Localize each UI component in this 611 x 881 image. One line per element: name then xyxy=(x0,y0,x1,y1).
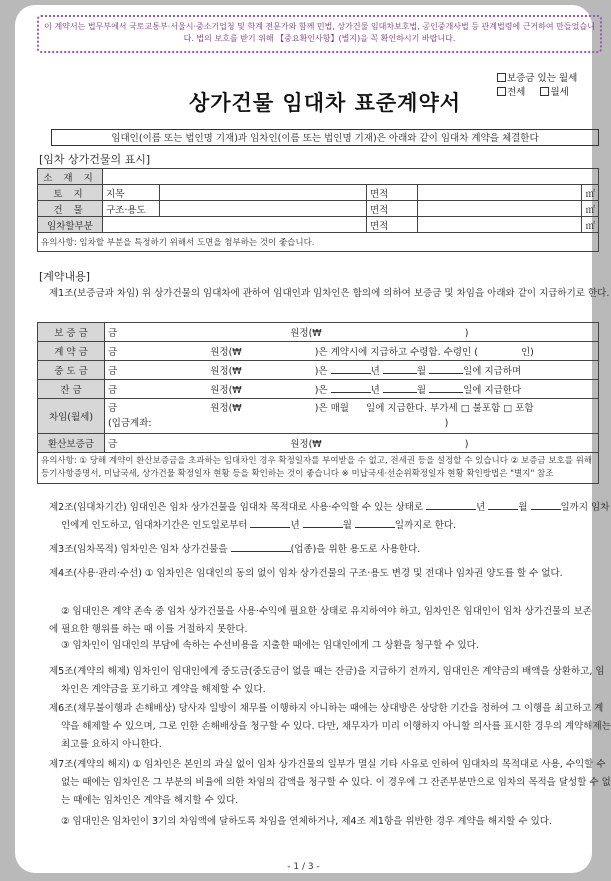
article-4-3: ③ 임차인이 임대인의 부담에 속하는 수선비용을 지출한 때에는 임대인에게 그 상환을 청구할 수 있다. xyxy=(61,640,479,651)
article-2-month: 월 xyxy=(518,502,528,513)
label-deposit-monthly: 보증금 있는 월세 xyxy=(507,73,578,84)
page-number: - 1 / 3 - xyxy=(287,862,320,872)
balance-won: 원정(₩ xyxy=(210,385,242,396)
article-2-text-e: 일까지로 한다. xyxy=(394,520,457,531)
land-area-unit: ㎡ xyxy=(582,185,599,201)
article-7: 제7조(계약의 해지) ① 임차인은 본인의 과실 없이 임차 상가건물의 일부가 멸실 기타 사유로 인하여 임대차의 목적대로 사용, 수익할 수 없는 때에는 임차인은 그 부분의 비율에 의한 차임의 감액을 청구할 수 있다. 이 경우에 그 잔존부분만으로 임차의 목적을 달성할 수 없는 때에는 임차인은 계약을 해지할 수 있다. xyxy=(49,759,611,806)
label-monthly: 월세 xyxy=(550,87,569,98)
article-3 xyxy=(49,541,599,559)
converted-label: 환산보증금 xyxy=(38,434,105,453)
checkbox-deposit-monthly[interactable] xyxy=(497,73,506,82)
down-text: )은 계약시에 지급하고 수령함. 수령인 ( xyxy=(314,347,478,358)
down-won: 원정(₩ xyxy=(210,347,242,358)
property-table xyxy=(37,168,599,252)
structure-label: 구조·용도 xyxy=(103,201,160,217)
article-2-year: 년 xyxy=(476,502,486,513)
building-label: 건 물 xyxy=(38,201,103,217)
down-in: 인) xyxy=(520,347,534,358)
rented-part-label: 임차할부분 xyxy=(38,217,103,233)
balance-eun: )은 xyxy=(314,385,328,396)
payment-table xyxy=(37,322,599,484)
article-3-text-a: 제3조(임차목적) 임차인은 임차 상가건물을 xyxy=(49,544,228,555)
interim-geum: 금 xyxy=(108,366,118,377)
rent-day: 일에 지급한다. 부가세 □ 불포함 □ 포함 xyxy=(366,403,534,414)
article-4: 제4조(사용·관리·수선) ① 임차인은 임대인의 동의 없이 임차 상가건물의 구조·용도 변경 및 전대나 임차권 양도를 할 수 없다. xyxy=(49,568,563,579)
rent-account: (입금계좌: xyxy=(108,418,152,429)
deposit-geum: 금 xyxy=(108,328,118,339)
land-type-label: 지목 xyxy=(103,185,160,201)
article-2-month-2: 월 xyxy=(342,520,352,531)
article-1: 제1조(보증금과 차임) 위 상가건물의 임대차에 관하여 임대인과 임차인은 합의에 의하여 보증금 및 차임을 아래와 같이 지급하기로 한다. xyxy=(49,288,610,299)
article-4-2: ② 임대인은 계약 존속 중 임차 상가건물을 사용·수익에 필요한 상태로 유지하여야 하고, 임차인은 임대인이 임차 상가건물의 보존에 필요한 행위를 하는 때 이를 거절하지 못한다. xyxy=(49,606,592,635)
interim-eun: )은 xyxy=(314,366,328,377)
deposit-won: 원정(₩ xyxy=(290,328,322,339)
converted-close: ) xyxy=(464,439,469,450)
balance-geum: 금 xyxy=(108,385,118,396)
down-payment-label: 계 약 금 xyxy=(38,342,105,361)
interim-label: 중 도 금 xyxy=(38,361,105,380)
checkbox-monthly[interactable] xyxy=(540,87,549,96)
intro-text: 임대인(이름 또는 법인명 기재)과 임차인(이름 또는 법인명 기재)은 아래와 같이 임대차 계약을 체결한다 xyxy=(51,129,599,146)
location-label: 소 재 지 xyxy=(38,169,103,185)
land-type-input[interactable] xyxy=(160,185,367,201)
notice-box: 이 계약서는 법무부에서 국토교통부·서울시·중소기업청 및 학계 전문가와 함께 민법, 상가건물 임대차보호법, 공인중개사법 등 관계법령에 근거하여 만들었습니다. 법의 보호를 받기 위해 【중요확인사항】(별지)을 꼭 확인하시기 바랍니다. xyxy=(37,15,602,53)
article-7-2: ② 임대인은 임차인이 3기의 차임액에 달하도록 차임을 연체하거나, 제4조 제1항을 위반한 경우 계약을 해지할 수 있다. xyxy=(61,816,552,827)
article-2-text-d: 일까지 임차인에게 인도하고, 임대차기간은 인도일로부터 xyxy=(61,502,610,531)
article-2-text-a: 제2조(임대차기간) 임대인은 임차 상가건물을 임대차 목적대로 사용·수익할 수 있는 상태로 xyxy=(49,502,424,513)
rent-geum: 금 xyxy=(108,403,118,414)
property-note: 유의사항: 임차할 부분을 특정하기 위해서 도면을 첨부하는 것이 좋습니다. xyxy=(38,233,599,252)
article-5: 제5조(계약의 해제) 임차인이 임대인에게 중도금(중도금이 없을 때는 잔금)을 지급하기 전까지, 임대인은 계약금의 배액을 상환하고, 임차인은 계약금을 포기하고 계약을 해제할 수 있다. xyxy=(49,666,605,695)
building-area-unit: ㎡ xyxy=(582,201,599,217)
balance-row[interactable] xyxy=(105,380,599,399)
rent-account-close: ) xyxy=(444,418,449,429)
rented-area-input[interactable] xyxy=(418,217,582,233)
contract-page xyxy=(15,5,611,873)
interim-month: 월 xyxy=(416,366,427,377)
interim-row[interactable] xyxy=(105,361,599,380)
converted-geum: 금 xyxy=(108,439,118,450)
down-geum: 금 xyxy=(108,347,118,358)
interim-won: 원정(₩ xyxy=(210,366,242,377)
balance-day: 일에 지급한다 xyxy=(463,385,522,396)
balance-month: 월 xyxy=(416,385,427,396)
rent-won: 원정(₩ xyxy=(210,403,242,414)
label-jeonse: 전세 xyxy=(507,87,526,98)
building-area-label: 면적 xyxy=(367,201,418,217)
down-payment-row[interactable] xyxy=(105,342,599,361)
rent-label: 차임(월세) xyxy=(38,399,105,434)
interim-day: 일에 지급하며 xyxy=(463,366,522,377)
deposit-row[interactable] xyxy=(105,323,599,342)
rent-text: )은 매월 xyxy=(314,403,349,414)
rent-row[interactable] xyxy=(105,399,599,434)
page-title: 상가건물 임대차 표준계약서 xyxy=(188,91,462,115)
structure-input[interactable] xyxy=(160,201,367,217)
balance-year: 년 xyxy=(370,385,380,396)
property-section-heading: [임차 상가건물의 표시] xyxy=(39,153,151,166)
converted-won: 원정(₩ xyxy=(290,439,322,450)
land-area-input[interactable] xyxy=(418,185,582,201)
article-2 xyxy=(49,499,611,535)
rented-part-input[interactable] xyxy=(103,217,367,233)
location-input[interactable] xyxy=(103,169,599,185)
deposit-close: ) xyxy=(464,328,469,339)
article-2-year-2: 년 xyxy=(290,520,300,531)
interim-year: 년 xyxy=(370,366,380,377)
article-6: 제6조(채무불이행과 손해배상) 당사자 일방이 채무를 이행하지 아니하는 때에는 상대방은 상당한 기간을 정하여 그 이행을 최고하고 계약을 해제할 수 있으며, 그로 인한 손해배상을 청구할 수 있다. 다만, 채무자가 미리 이행하지 아니할 의사를 표시한 경우의 계약해제는 최고를 요하지 아니한다. xyxy=(49,703,611,750)
land-area-label: 면적 xyxy=(367,185,418,201)
converted-row[interactable] xyxy=(105,434,599,453)
article-3-text-b: (업종)을 위한 용도로 사용한다. xyxy=(290,544,421,555)
building-area-input[interactable] xyxy=(418,201,582,217)
rented-area-label: 면적 xyxy=(367,217,418,233)
contract-section-heading: [계약내용] xyxy=(39,270,91,283)
land-label: 토 지 xyxy=(38,185,103,201)
payment-note: 유의사항: ① 당해 계약이 환산보증금을 초과하는 임대차인 경우 확정일자를 부여받을 수 없고, 전세권 등을 설정할 수 있습니다 ② 보증금 보호를 위해 등기사항증명서, 미납국세, 상가건물 확정일자 현황 등을 확인하는 것이 좋습니다 ※ 미납국세·선순위확정일자 현황 확인방법은 "별지" 참조 xyxy=(38,453,599,484)
rented-area-unit: ㎡ xyxy=(582,217,599,233)
deposit-label: 보 증 금 xyxy=(38,323,105,342)
balance-label: 잔 금 xyxy=(38,380,105,399)
